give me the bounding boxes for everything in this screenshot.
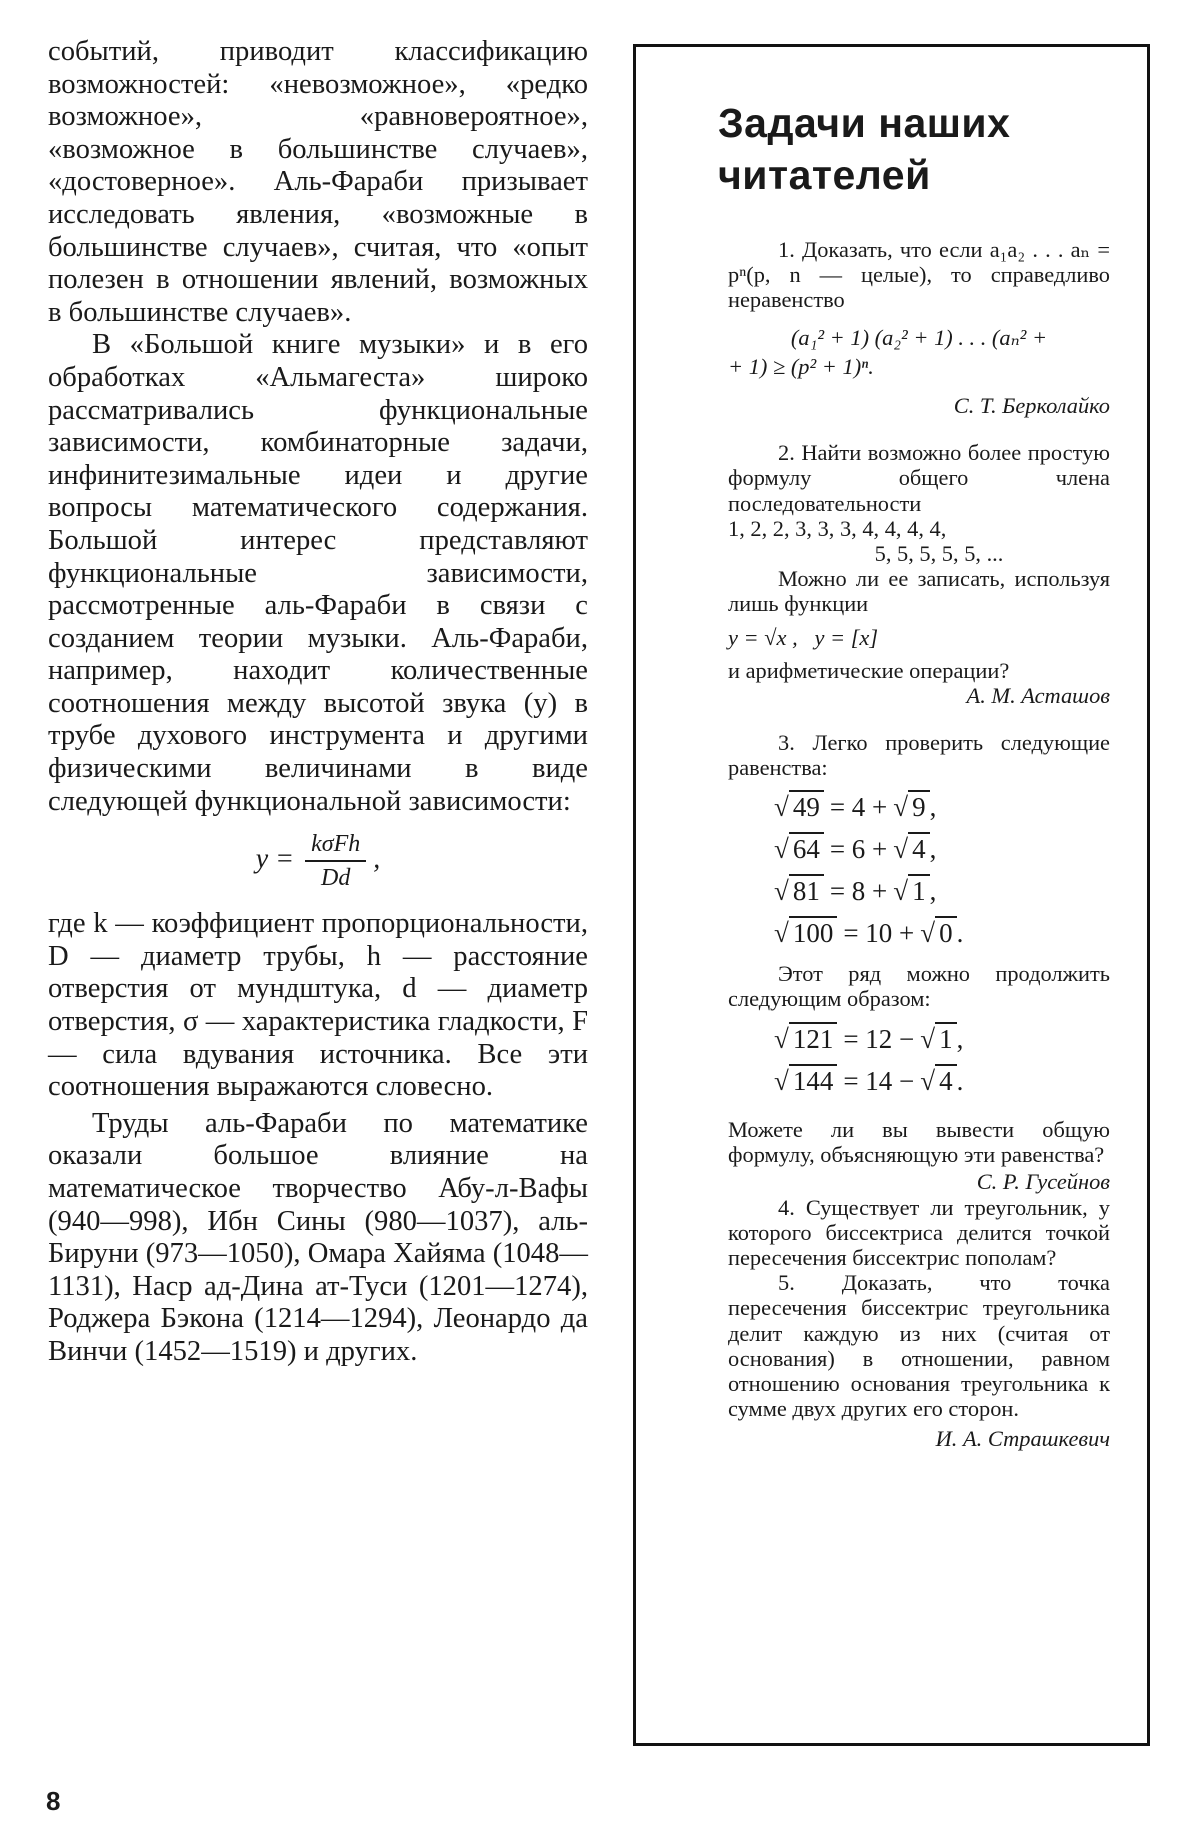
- radicand-right: 1: [935, 1022, 957, 1054]
- radicand-right: 0: [935, 916, 957, 948]
- formula-sound-height: [48, 830, 588, 892]
- radicand-right: 9: [908, 790, 930, 822]
- radicand-right: 4: [908, 832, 930, 864]
- problem-4-number: 4.: [778, 1194, 795, 1220]
- problem-2: [728, 440, 1110, 516]
- formula-numerator: kσFh: [305, 830, 366, 862]
- problem-2-text: Найти возможно более простую формулу общего члена последовательности: [728, 440, 1110, 516]
- equation-middle: = 4 +: [829, 791, 888, 822]
- reader-problems-content: [718, 97, 1110, 1473]
- problem-2-function-sqrt: y = √x ,: [728, 624, 798, 650]
- formula-fraction: [305, 830, 366, 892]
- radical-sign: √: [774, 875, 789, 906]
- problem-5-text: Доказать, что точка пересечения биссектрис треугольника делит каждую из них (считая от основания) в отношении, равном отношению основания треугольника к сумме двух других его сторон.: [728, 1270, 1110, 1422]
- equation-end: ,: [956, 1024, 964, 1055]
- paragraph-2: В «Большой книге музыки» и в его обработках «Альмагеста» широко рассматривались функциональные зависимости, комбинаторные задачи, инфинитезимальные идеи и другие вопросы математического содержания. Большой интерес представляют функциональные зависимости, рассмотренные аль-Фараби в связи с созданием теории музыки. Аль-Фараби, например, находит количественные соотношения между высотой звука (y) в трубе духового инструмента и другими физическими величинами в виде следующей функциональной зависимости:: [48, 329, 588, 817]
- problem-2-number: 2.: [778, 440, 795, 466]
- reader-problems-box: [633, 44, 1150, 1746]
- problem-2-sequence-b: 5, 5, 5, 5, 5, ...: [874, 541, 1004, 567]
- problem-1-formula-a: (a₁² + 1) (a₂² + 1) . . . (aₙ² +: [790, 324, 1048, 350]
- problem-3-author: С. Р. Гусейнов: [976, 1169, 1110, 1195]
- radical-sign: √: [774, 833, 789, 864]
- problem-3-text: Легко проверить следующие равенства:: [728, 730, 1110, 781]
- problem-5-number: 5.: [778, 1270, 795, 1296]
- problem-3: [728, 730, 1110, 780]
- equation-middle: = 6 +: [829, 833, 888, 864]
- radicand-right: 1: [908, 874, 930, 906]
- equation-end: ,: [929, 791, 937, 822]
- equation-middle: = 8 +: [829, 875, 888, 906]
- page-number: 8: [46, 1786, 61, 1816]
- box-title: Задачи наших читателей: [718, 100, 1011, 198]
- problem-2-function-floor: y = [x]: [814, 624, 879, 650]
- sqrt-equation: [774, 829, 1110, 869]
- problem-5: [728, 1270, 1110, 1421]
- radical-sign: √: [893, 875, 909, 906]
- radicand-left: 121: [789, 1022, 838, 1054]
- radical-sign: √: [920, 1066, 936, 1097]
- sqrt-equation: [774, 871, 1110, 911]
- problem-1-text: Доказать, что если a₁a₂ . . . aₙ = pⁿ(p, n — целые), то справедливо неравенство: [728, 237, 1110, 313]
- equation-end: ,: [929, 833, 937, 864]
- problem-4-text: Существует ли треугольник, у которого биссектриса делится точкой пересечения биссектрис пополам?: [728, 1194, 1110, 1271]
- formula-tail: ,: [373, 843, 381, 875]
- formula-lhs: y =: [255, 843, 295, 875]
- problem-3-equations: [728, 787, 1110, 953]
- radicand-left: 144: [789, 1064, 838, 1096]
- problem-1: [728, 237, 1110, 313]
- radicand-left: 49: [789, 790, 824, 822]
- paragraph-1: событий, приводит классификацию возможностей: «невозможное», «редко возможное», «равновероятное», «возможное в большинстве случаев», «достоверное». Аль-Фараби призывает исследовать явления, «возможные в большинстве случаев», считая, что «опыт полезен в отношении явлений, возможных в большинстве случаев».: [48, 36, 588, 328]
- problem-2-sequence-a: 1, 2, 2, 3, 3, 3, 4, 4, 4, 4,: [728, 515, 947, 541]
- radical-sign: √: [920, 917, 936, 948]
- radical-sign: √: [893, 791, 909, 822]
- paragraph-4: Труды аль-Фараби по математике оказали большое влияние на математическое творчество Абу-л-Вафы (940—998), Ибн Сины (980—1037), аль-Бируни (973—1050), Омара Хайяма (1048—1131), Наср ад-Дина ат-Туси (1201—1274), Роджера Бэкона (1214—1294), Леонардо да Винчи (1452—1519) и других.: [48, 1107, 588, 1367]
- sqrt-equation: [774, 787, 1110, 827]
- problem-2-author: А. М. Асташов: [966, 683, 1110, 709]
- problem-2-functions: [728, 625, 1110, 650]
- radical-sign: √: [893, 833, 909, 864]
- problem-5-author: И. А. Страшкевич: [935, 1425, 1110, 1451]
- problem-2-text-2: Можно ли ее записать, используя лишь функции: [728, 566, 1110, 617]
- problem-1-number: 1.: [778, 237, 795, 262]
- problem-4: [728, 1195, 1110, 1271]
- problem-3-text-2: Этот ряд можно продолжить следующим образом:: [728, 960, 1110, 1011]
- problem-1-formula-b: + 1) ≥ (p² + 1)ⁿ.: [728, 353, 874, 379]
- problem-1-author: С. Т. Берколайко: [953, 393, 1110, 419]
- radical-sign: √: [774, 1024, 789, 1055]
- equation-end: .: [956, 917, 964, 948]
- problem-2-text-3: и арифметические операции?: [728, 657, 1010, 683]
- paragraph-3: где k — коэффициент пропорциональности, D — диаметр трубы, h — расстояние отверстия от мундштука, d — диаметр отверстия, σ — характеристика гладкости, F — сила вдувания источника. Все эти соотношения выражаются словесно.: [48, 908, 588, 1103]
- sqrt-equation: [774, 1061, 1110, 1101]
- equation-middle: = 10 +: [843, 917, 915, 948]
- radical-sign: √: [774, 917, 789, 948]
- equation-end: .: [956, 1066, 964, 1097]
- sqrt-equation: [774, 1019, 1110, 1059]
- equation-middle: = 12 −: [843, 1024, 915, 1055]
- radicand-left: 81: [789, 874, 824, 906]
- formula-denominator: Dd: [320, 865, 351, 892]
- equation-end: ,: [929, 875, 937, 906]
- radical-sign: √: [920, 1024, 936, 1055]
- problem-3-number: 3.: [778, 730, 795, 756]
- radical-sign: √: [774, 1066, 789, 1097]
- radical-sign: √: [774, 791, 789, 822]
- radicand-right: 4: [935, 1064, 957, 1096]
- problem-3-equations-continued: [728, 1019, 1110, 1101]
- sqrt-equation: [774, 913, 1110, 953]
- radicand-left: 64: [789, 832, 824, 864]
- main-text-column: [48, 36, 588, 1369]
- radicand-left: 100: [789, 916, 838, 948]
- problem-3-text-3: Можете ли вы вывести общую формулу, объясняющую эти равенства?: [728, 1117, 1110, 1168]
- equation-middle: = 14 −: [843, 1066, 915, 1097]
